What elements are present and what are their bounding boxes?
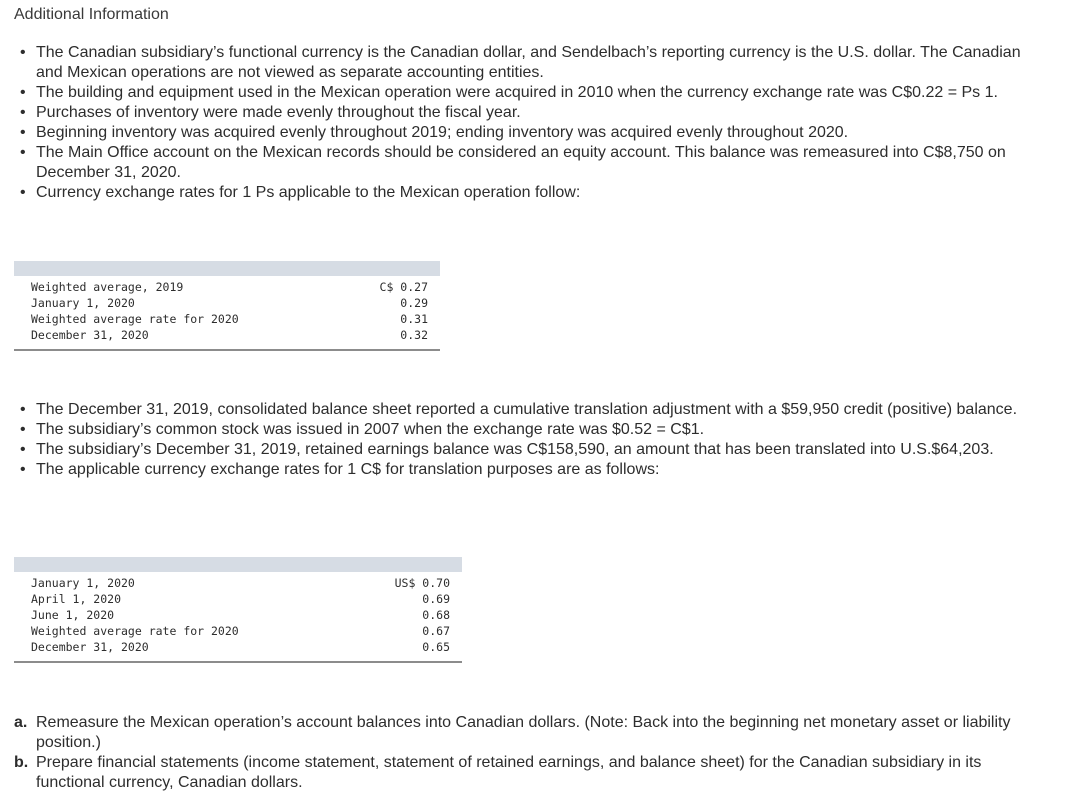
list-item: • The subsidiary’s common stock was issued in 2007 when the exchange rate was $0.52 = C$1. — [20, 421, 705, 438]
task-text: Prepare financial statements (income statement, statement of retained earnings, and balance sheet) for the Canadian subsidiary in its functional currency, Canadian dollars. — [36, 754, 982, 791]
bullet-icon: • — [20, 461, 26, 478]
task-item-a — [14, 713, 1044, 753]
task-item-b — [14, 753, 1044, 793]
bullet-icon: • — [20, 184, 26, 201]
table-row — [14, 279, 440, 295]
table-row — [14, 591, 462, 607]
row-label: December 31, 2020 — [31, 328, 149, 342]
row-label: April 1, 2020 — [31, 592, 122, 606]
list-item: • Purchases of inventory were made evenly throughout the fiscal year. — [20, 104, 521, 121]
row-value: 0.65 — [422, 640, 450, 654]
list-item: • The subsidiary’s December 31, 2019, retained earnings balance was C$158,590, an amount that has been translated into U.S.$64,203. — [20, 441, 994, 458]
row-label: June 1, 2020 — [31, 608, 115, 622]
list-item: • The applicable currency exchange rates for 1 C$ for translation purposes are as follows: — [20, 461, 660, 478]
row-value: 0.31 — [400, 312, 428, 326]
row-value: 0.68 — [422, 608, 450, 622]
table-row — [14, 575, 462, 591]
list-item: • The Canadian subsidiary’s functional currency is the Canadian dollar, and Sendelbach’s reporting currency is the U.S. dollar. The Canadian and Mexican operations are not viewed as separate accounting entities. — [20, 44, 1021, 81]
bullet-icon: • — [20, 144, 26, 161]
row-value: 0.67 — [422, 624, 450, 638]
bullet-icon: • — [20, 421, 26, 438]
table-row — [14, 327, 440, 343]
row-label: Weighted average rate for 2020 — [31, 312, 239, 326]
row-value: 0.69 — [422, 592, 450, 606]
bullet-icon: • — [20, 124, 26, 141]
cad-rate-table — [14, 557, 462, 663]
info-list-2 — [14, 400, 1044, 480]
table-header-bar — [14, 557, 462, 572]
task-marker: b. — [14, 754, 29, 771]
row-value: 0.32 — [400, 328, 428, 342]
table-header-bar — [14, 261, 440, 276]
row-label: Weighted average rate for 2020 — [31, 624, 239, 638]
list-item: • Beginning inventory was acquired evenly throughout 2019; ending inventory was acquired evenly throughout 2020. — [20, 124, 849, 141]
peso-rate-table — [14, 261, 440, 351]
bullet-icon: • — [20, 104, 26, 121]
list-item: • The building and equipment used in the Mexican operation were acquired in 2010 when the currency exchange rate was C$0.22 = Ps 1. — [20, 84, 998, 101]
row-value: C$ 0.27 — [379, 280, 428, 294]
table-row — [14, 295, 440, 311]
table-row — [14, 623, 462, 639]
list-item: • The Main Office account on the Mexican records should be considered an equity account. This balance was remeasured into C$8,750 on December 31, 2020. — [20, 144, 1006, 181]
list-item: • The December 31, 2019, consolidated balance sheet reported a cumulative translation adjustment with a $59,950 credit (positive) balance. — [20, 401, 1018, 418]
row-label: January 1, 2020 — [31, 296, 135, 310]
row-label: January 1, 2020 — [31, 576, 135, 590]
row-value: 0.29 — [400, 296, 428, 310]
row-label: Weighted average, 2019 — [31, 280, 184, 294]
table-row — [14, 311, 440, 327]
table-footer-rule — [14, 349, 440, 351]
task-text: Remeasure the Mexican operation’s account balances into Canadian dollars. (Note: Back into the beginning net monetary asset or liability position.) — [36, 714, 1011, 751]
table-footer-rule — [14, 661, 462, 663]
row-label: December 31, 2020 — [31, 640, 149, 654]
bullet-icon: • — [20, 401, 26, 418]
row-value: US$ 0.70 — [394, 576, 450, 590]
info-list-1 — [14, 43, 1044, 203]
task-marker: a. — [14, 714, 28, 731]
list-item: • Currency exchange rates for 1 Ps applicable to the Mexican operation follow: — [20, 184, 581, 201]
task-list — [14, 713, 1044, 793]
bullet-icon: • — [20, 441, 26, 458]
bullet-icon: • — [20, 84, 26, 101]
bullet-icon: • — [20, 44, 26, 61]
table-row — [14, 639, 462, 655]
section-heading: Additional Information — [14, 6, 169, 23]
table-row — [14, 607, 462, 623]
